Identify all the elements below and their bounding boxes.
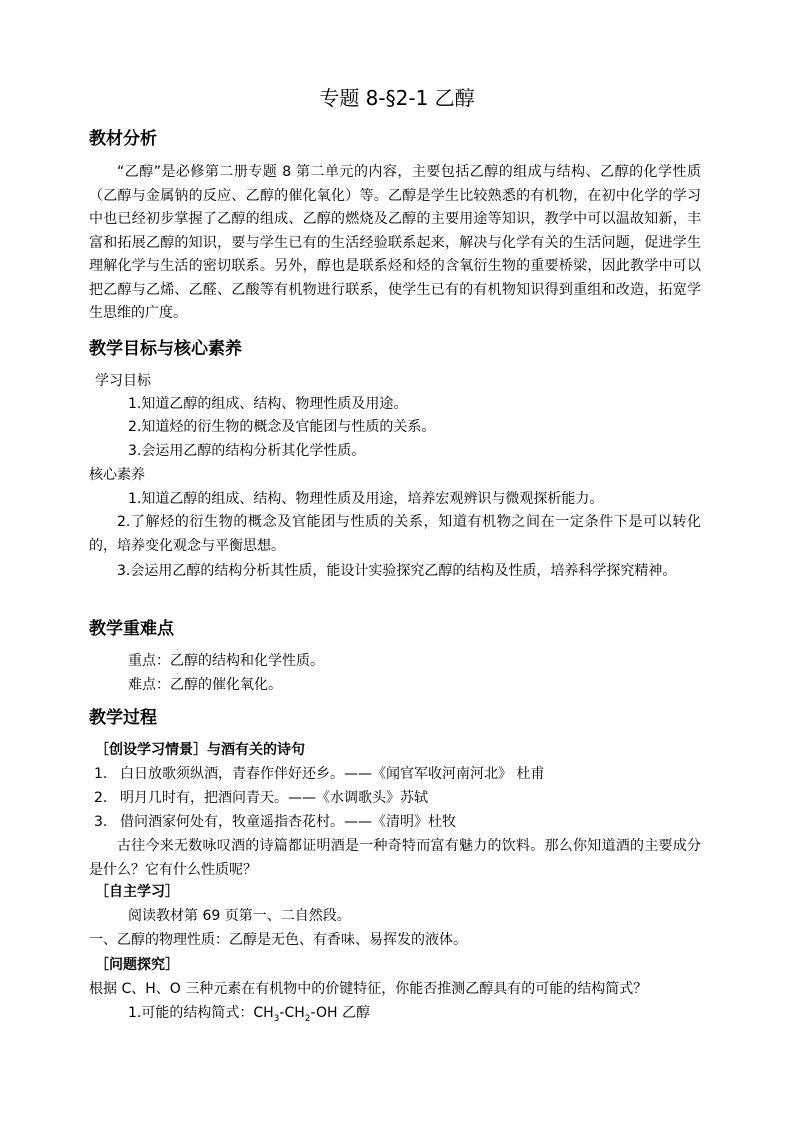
key-point-focus: 重点：乙醇的结构和化学性质。 [128, 653, 324, 669]
structural-formula-line [128, 1002, 370, 1026]
key-point-difficulty: 难点：乙醇的催化氧化。 [128, 677, 282, 693]
poem-text: 明月几时有，把酒问青天。——《水调歌头》苏轼 [120, 790, 428, 806]
inquiry-heading: ［问题探究］ [95, 957, 179, 973]
core-literacy-item: 3.会运用乙醇的结构分析其性质，能设计实验探究乙醇的结构及性质，培养科学探究精神。 [117, 563, 677, 579]
formula-subscript: 2 [304, 1013, 311, 1024]
poem-number: 3. [94, 814, 108, 830]
inquiry-question: 根据 C、H、O 三种元素在有机物中的价键特征，你能否推测乙醇具有的可能的结构简式？ [89, 981, 648, 997]
core-literacy-item: 1.知道乙醇的组成、结构、物理性质及用途，培养宏观辨识与微观探析能力。 [128, 491, 604, 507]
scenario-heading: ［创设学习情景］与酒有关的诗句 [95, 742, 305, 758]
section-heading-key-points: 教学重难点 [89, 619, 174, 639]
core-literacy-heading: 核心素养 [89, 467, 145, 483]
page-title: 专题 8-§2-1 乙醇 [319, 86, 475, 110]
section-heading-goals: 教学目标与核心素养 [89, 339, 242, 359]
poem-line [94, 763, 544, 787]
formula-label: 1.可能的结构简式： [128, 1005, 254, 1021]
self-study-text: 阅读教材第 69 页第一、二自然段。 [128, 908, 351, 924]
formula-part: CH [253, 1005, 274, 1021]
poem-number: 1. [94, 766, 108, 782]
poem-line [94, 811, 456, 835]
learning-goal-item: 1.知道乙醇的组成、结构、物理性质及用途。 [128, 396, 408, 412]
formula-part: -OH 乙醇 [310, 1005, 370, 1021]
analysis-paragraph: “乙醇”是必修第二册专题 8 第二单元的内容，主要包括乙醇的组成与结构、乙醇的化学性质（乙醇与金属钠的反应、乙醇的催化氧化）等。乙醇是学生比较熟悉的有机物，在初中化学的学习中也已经初步掌握了乙醇的组成、乙醇的燃烧及乙醇的主要用途等知识，教学中可以温故知新，丰富和拓展乙醇的知识，要与学生已有的生活经验联系起来，解决与化学有关的生活问题，促进学生理解化学与生活的密切联系。另外，醇也是联系烃和烃的含氧衍生物的重要桥梁，因此教学中可以把乙醇与乙烯、乙醛、乙酸等有机物进行联系，使学生已有的有机物知识得到重组和改造，拓宽学生思维的广度。 [89, 164, 701, 321]
formula-part: -CH [279, 1005, 305, 1021]
intro-paragraph: 古往今来无数咏叹酒的诗篇都证明酒是一种奇特而富有魅力的饮料。那么你知道酒的主要成分是什么？它有什么性质呢？ [89, 838, 701, 878]
self-study-heading: ［自主学习］ [95, 884, 179, 900]
poem-number: 2. [94, 790, 108, 806]
poem-line [94, 787, 428, 811]
learning-goal-item: 3.会运用乙醇的结构分析其化学性质。 [128, 443, 366, 459]
learning-goals-heading: 学习目标 [95, 373, 151, 389]
learning-goal-item: 2.知道烃的衍生物的概念及官能团与性质的关系。 [128, 419, 436, 435]
formula-subscript: 3 [273, 1013, 280, 1024]
section-heading-analysis: 教材分析 [89, 129, 157, 149]
poem-text: 借问酒家何处有，牧童遥指杏花村。——《清明》杜牧 [120, 814, 456, 830]
physical-properties: 一、乙醇的物理性质：乙醇是无色、有香味、易挥发的液体。 [89, 932, 467, 948]
section-heading-process: 教学过程 [89, 708, 157, 728]
poem-text: 白日放歌须纵酒，青春作伴好还乡。——《闻官军收河南河北》 杜甫 [120, 766, 545, 782]
core-literacy-item: 2.了解烃的衍生物的概念及官能团与性质的关系，知道有机物之间在一定条件下是可以转化的，培养变化观念与平衡思想。 [89, 514, 701, 554]
